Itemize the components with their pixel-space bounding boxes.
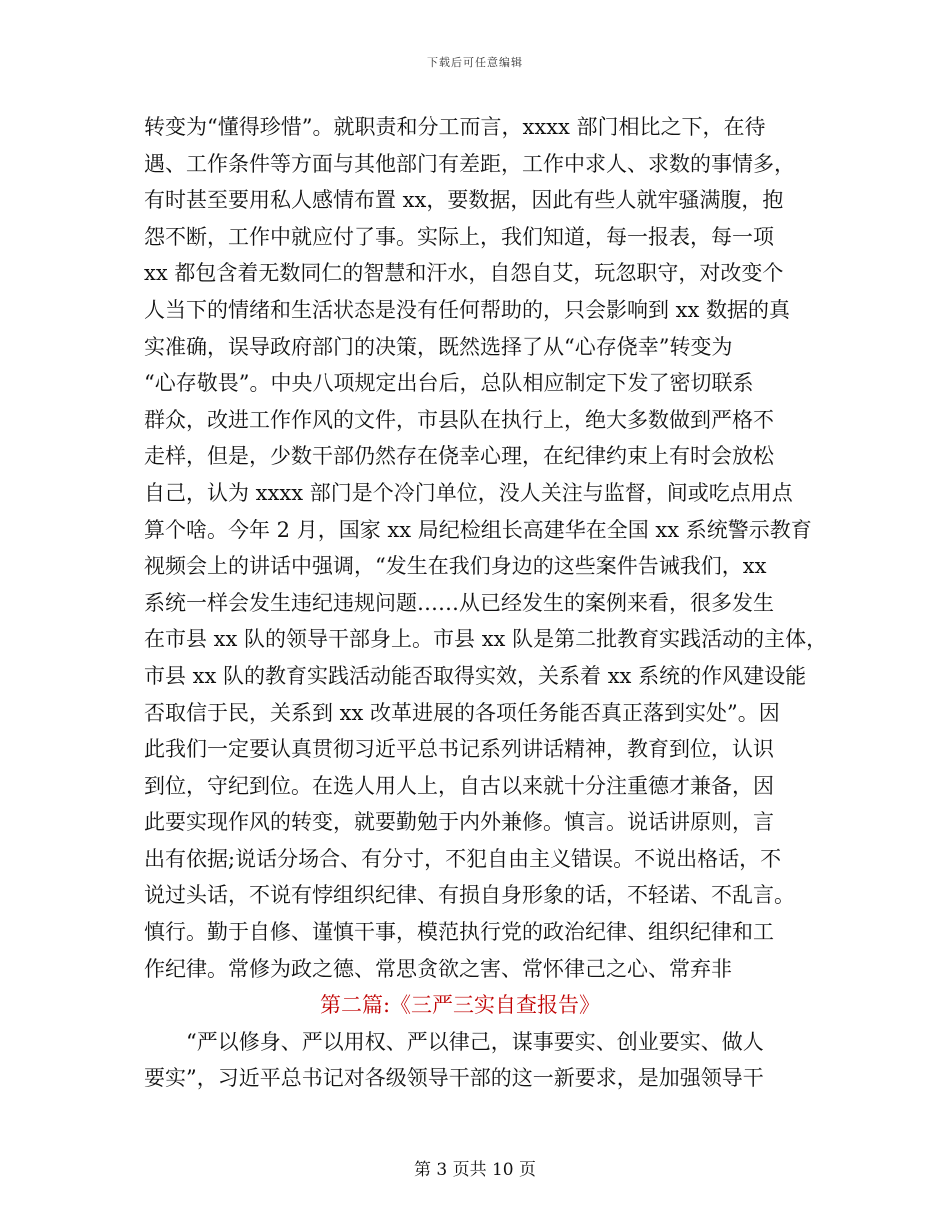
- text-line: 系统一样会发生违纪违规问题……从已经发生的案例来看，很多发生: [144, 590, 774, 615]
- text-line: 自己，认为 xxxx 部门是个冷门单位，没人关注与监督，间或吃点用点: [144, 480, 793, 505]
- text-line: 要实”，习近平总书记对各级领导干部的这一新要求，是加强领导干: [144, 1066, 764, 1091]
- text-line: 否取信于民，关系到 xx 改革进展的各项任务能否真正落到实处”。因: [144, 700, 780, 725]
- text-line: 市县 xx 队的教育实践活动能否取得实效，关系着 xx 系统的作风建设能: [144, 663, 807, 688]
- document-body: [144, 109, 834, 1097]
- text-line: xx 都包含着无数同仁的智慧和汗水，自怨自艾，玩忽职守，对改变个: [144, 261, 784, 286]
- text-line: 人当下的情绪和生活状态是没有任何帮助的，只会影响到 xx 数据的真: [144, 297, 791, 322]
- text-line: 算个啥。今年 2 月，国家 xx 局纪检组长高建华在全国 xx 系统警示教育: [144, 517, 812, 542]
- page-header: 下载后可任意编辑: [427, 56, 523, 69]
- text-line: 走样，但是，少数干部仍然存在侥幸心理，在纪律约束上有时会放松: [144, 444, 774, 469]
- text-line: 视频会上的讲话中强调，“发生在我们身边的这些案件告诫我们，xx: [144, 554, 767, 579]
- text-line: “严以修身、严以用权、严以律己，谋事要实、创业要实、做人: [186, 1029, 764, 1054]
- page-number: 第 3 页共 10 页: [413, 1160, 537, 1180]
- text-line: 出有依据;说话分场合、有分寸，不犯自由主义错误。不说出格话，不: [144, 846, 782, 871]
- text-line: 此我们一定要认真贯彻习近平总书记系列讲话精神，教育到位，认识: [144, 737, 774, 762]
- text-line: 慎行。勤于自修、谨慎干事，模范执行党的政治纪律、组织纪律和工: [144, 920, 774, 945]
- text-line: 作纪律。常修为政之德、常思贪欲之害、常怀律己之心、常弃非: [144, 956, 732, 981]
- text-line: 到位，守纪到位。在选人用人上，自古以来就十分注重德才兼备，因: [144, 773, 774, 798]
- text-line: 实准确，误导政府部门的决策，既然选择了从“心存侥幸”转变为: [144, 334, 733, 359]
- text-line: 此要实现作风的转变，就要勤勉于内外兼修。慎言。说话讲原则，言: [144, 810, 774, 835]
- text-line: 有时甚至要用私人感情布置 xx，要数据，因此有些人就牢骚满腹，抱: [144, 188, 784, 213]
- text-line: 转变为“懂得珍惜”。就职责和分工而言，xxxx 部门相比之下，在待: [144, 115, 766, 139]
- text-line: “心存敬畏”。中央八项规定出台后，总队相应制定下发了密切联系: [144, 371, 754, 396]
- text-line: 说过头话，不说有悖组织纪律、有损自身形象的话，不轻诺、不乱言。: [144, 883, 795, 908]
- text-line: 群众，改进工作作风的文件，市县队在执行上，绝大多数做到严格不: [144, 407, 774, 432]
- text-line: 在市县 xx 队的领导干部身上。市县 xx 队是第二批教育实践活动的主体，: [144, 627, 828, 652]
- text-line: 遇、工作条件等方面与其他部门有差距，工作中求人、求数的事情多，: [144, 151, 795, 176]
- section-heading: 第二篇:《三严三实自查报告》: [319, 993, 601, 1018]
- text-line: 怨不断，工作中就应付了事。实际上，我们知道，每一报表，每一项: [144, 224, 774, 249]
